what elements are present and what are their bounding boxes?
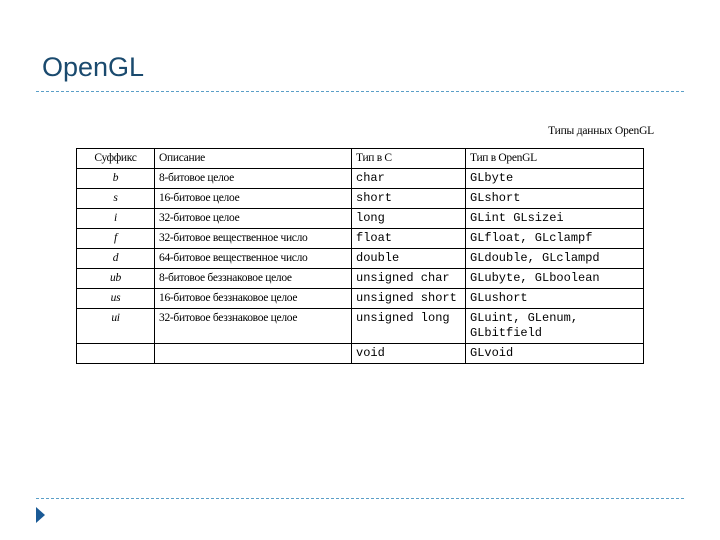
title-divider (36, 91, 684, 92)
cell-opengl-type: GLint GLsizei (466, 209, 644, 229)
table-row (77, 309, 644, 344)
cell-opengl-type: GLfloat, GLclampf (466, 229, 644, 249)
cell-description: 8-битовое целое (155, 169, 352, 189)
cell-description (155, 344, 352, 364)
cell-suffix: i (77, 209, 155, 229)
table-row (77, 209, 644, 229)
cell-opengl-type: GLbyte (466, 169, 644, 189)
cell-description: 32-битовое целое (155, 209, 352, 229)
cell-description: 32-битовое беззнаковое целое (155, 309, 352, 344)
cell-description: 16-битовое беззнаковое целое (155, 289, 352, 309)
cell-c-type: char (352, 169, 466, 189)
cell-c-type: unsigned char (352, 269, 466, 289)
cell-suffix (77, 344, 155, 364)
cell-opengl-type: GLvoid (466, 344, 644, 364)
cell-suffix: us (77, 289, 155, 309)
header-cell-c-type: Тип в С (352, 149, 466, 169)
cell-suffix: s (77, 189, 155, 209)
cell-description: 16-битовое целое (155, 189, 352, 209)
cell-opengl-type: GLushort (466, 289, 644, 309)
data-types-table (76, 148, 644, 364)
header-cell-opengl-type: Тип в OpenGL (466, 149, 644, 169)
table-row (77, 289, 644, 309)
data-types-table-body (77, 149, 644, 364)
cell-description: 64-битовое вещественное число (155, 249, 352, 269)
cell-opengl-type: GLubyte, GLboolean (466, 269, 644, 289)
header-cell-suffix: Суффикс (77, 149, 155, 169)
cell-opengl-type: GLuint, GLenum, GLbitfield (466, 309, 644, 344)
cell-description: 8-битовое беззнаковое целое (155, 269, 352, 289)
cell-c-type: double (352, 249, 466, 269)
cell-c-type: void (352, 344, 466, 364)
table-row (77, 344, 644, 364)
table-row (77, 189, 644, 209)
play-arrow-icon (36, 507, 45, 523)
cell-opengl-type: GLshort (466, 189, 644, 209)
cell-suffix: f (77, 229, 155, 249)
cell-suffix: ui (77, 309, 155, 344)
table-row (77, 169, 644, 189)
table-header-row (77, 149, 644, 169)
cell-c-type: unsigned short (352, 289, 466, 309)
cell-c-type: short (352, 189, 466, 209)
cell-c-type: unsigned long (352, 309, 466, 344)
table-row (77, 269, 644, 289)
cell-c-type: long (352, 209, 466, 229)
cell-c-type: float (352, 229, 466, 249)
cell-suffix: ub (77, 269, 155, 289)
table-row (77, 249, 644, 269)
footer-divider (36, 498, 684, 499)
table-row (77, 229, 644, 249)
cell-opengl-type: GLdouble, GLclampd (466, 249, 644, 269)
cell-suffix: d (77, 249, 155, 269)
slide-title: OpenGL (42, 52, 145, 82)
table-caption: Типы данных OpenGL (548, 125, 654, 137)
header-cell-description: Описание (155, 149, 352, 169)
cell-description: 32-битовое вещественное число (155, 229, 352, 249)
cell-suffix: b (77, 169, 155, 189)
